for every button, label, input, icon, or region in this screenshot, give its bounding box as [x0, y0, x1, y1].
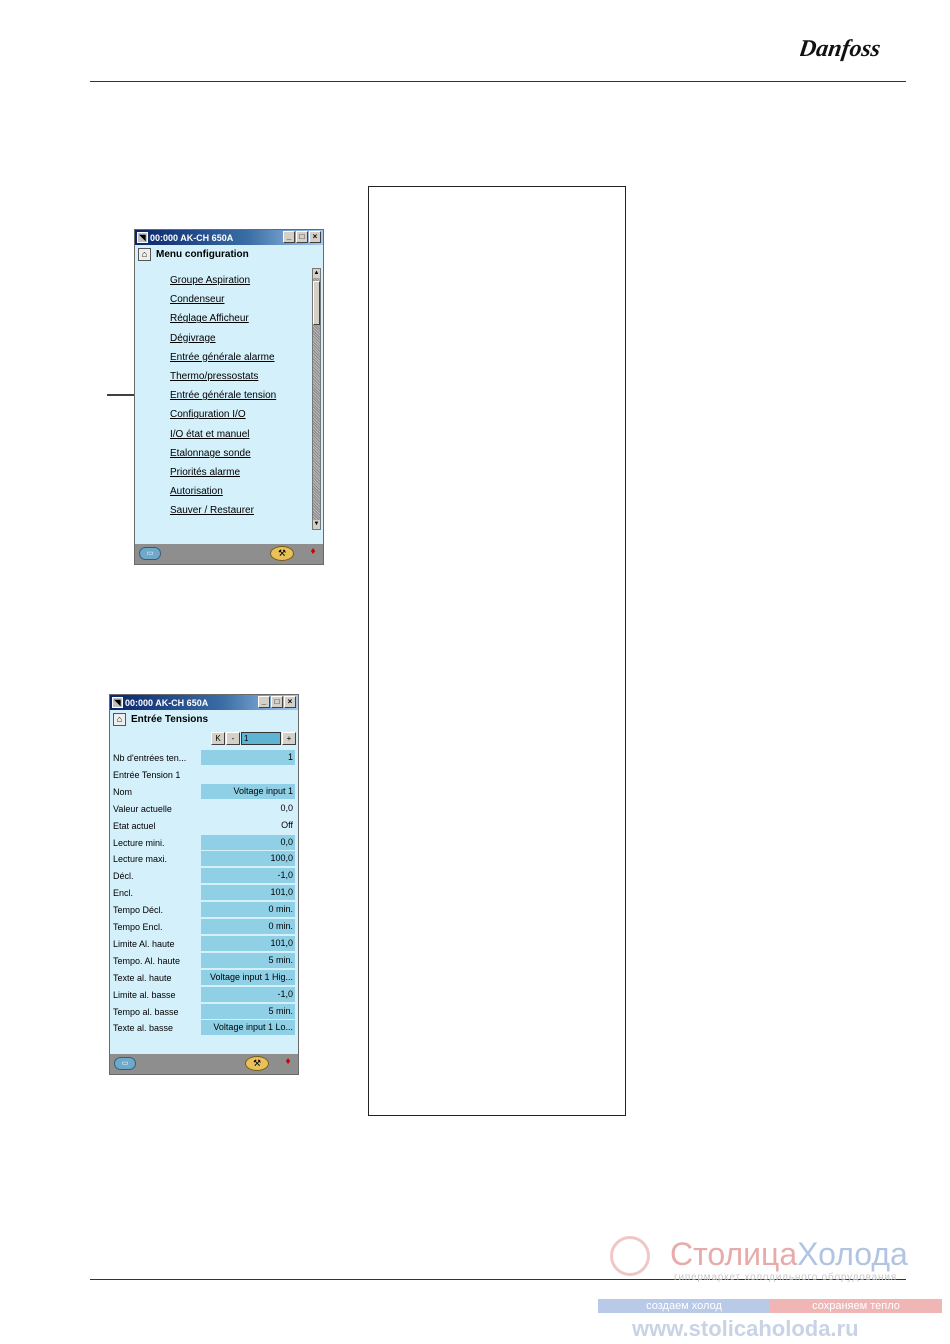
parameter-row	[110, 835, 296, 851]
app-icon: ◥	[112, 697, 123, 708]
parameter-row	[110, 1020, 296, 1036]
parameter-label: Encl.	[113, 888, 134, 899]
scroll-thumb[interactable]	[313, 281, 320, 325]
status-bar	[110, 1054, 298, 1074]
parameter-row	[110, 851, 296, 867]
parameter-row	[110, 919, 296, 935]
menu-item-autorisation[interactable]: Autorisation	[170, 486, 223, 498]
connection-icon[interactable]: ▭	[139, 547, 161, 560]
menu-list	[170, 271, 276, 520]
parameter-value[interactable]: Voltage input 1	[201, 784, 295, 799]
watermark-band	[598, 1299, 942, 1313]
menu-item-priorites-alarme[interactable]: Priorités alarme	[170, 466, 241, 478]
close-button[interactable]: ×	[309, 231, 321, 243]
parameter-label: Tempo Décl.	[113, 905, 164, 916]
parameter-label: Valeur actuelle	[113, 803, 172, 814]
parameter-row	[110, 750, 296, 766]
parameter-label: Lecture mini.	[113, 837, 165, 848]
page-header	[110, 710, 298, 728]
home-icon[interactable]: ⌂	[113, 713, 126, 726]
parameter-value: 0,0	[280, 802, 293, 813]
side-panel-frame	[368, 186, 626, 1116]
maximize-button[interactable]: □	[271, 696, 283, 708]
parameter-label: Etat actuel	[113, 820, 156, 831]
parameter-value: Off	[281, 819, 293, 830]
alarm-bell-icon[interactable]: ♦	[285, 1056, 291, 1067]
menu-title: Menu configuration	[156, 248, 249, 260]
parameter-value[interactable]: 101,0	[201, 885, 295, 900]
menu-item-thermo-pressostats[interactable]: Thermo/pressostats	[170, 370, 259, 382]
nav-next-button[interactable]: +	[282, 732, 296, 745]
parameter-label: Texte al. haute	[113, 972, 172, 983]
parameter-label: Décl.	[113, 871, 134, 882]
minimize-button[interactable]: _	[258, 696, 270, 708]
wrench-icon[interactable]: ⚒	[245, 1056, 269, 1071]
watermark-url: www.stolicaholoda.ru	[632, 1316, 859, 1341]
parameter-row	[110, 767, 296, 783]
header-rule	[90, 81, 906, 82]
menu-item-entree-generale-alarme[interactable]: Entrée générale alarme	[170, 351, 275, 363]
connection-icon[interactable]: ▭	[114, 1057, 136, 1070]
parameter-row	[110, 902, 296, 918]
window-title: 00:000 AK-CH 650A	[150, 232, 234, 243]
entree-tensions-window	[109, 694, 299, 1075]
parameter-row	[110, 987, 296, 1003]
parameter-row	[110, 801, 296, 817]
record-navigator	[211, 732, 296, 745]
window-titlebar	[135, 230, 323, 245]
status-bar	[135, 544, 323, 564]
menu-header	[135, 245, 323, 263]
wrench-icon[interactable]: ⚒	[270, 546, 294, 561]
parameter-value[interactable]: Voltage input 1 Hig...	[201, 970, 295, 985]
globe-icon	[610, 1236, 650, 1276]
nav-index-field[interactable]: 1	[241, 732, 281, 745]
menu-item-groupe-aspiration[interactable]: Groupe Aspiration	[170, 275, 251, 286]
parameter-value[interactable]: 5 min.	[201, 1004, 295, 1019]
page-title: Entrée Tensions	[131, 713, 209, 725]
menu-item-configuration-io[interactable]: Configuration I/O	[170, 409, 246, 421]
parameter-label: Tempo al. basse	[113, 1006, 179, 1017]
watermark-subtitle: гипермаркет холодильного оборудования	[674, 1272, 897, 1283]
menu-configuration-window	[134, 229, 324, 565]
band-left-text: создаем холод	[598, 1299, 770, 1313]
window-title: 00:000 AK-CH 650A	[125, 697, 209, 708]
parameter-label: Entrée Tension 1	[113, 769, 181, 780]
maximize-button[interactable]: □	[296, 231, 308, 243]
parameter-label: Nom	[113, 786, 133, 797]
scroll-down-button[interactable]: ▼	[313, 521, 320, 527]
parameter-row	[110, 936, 296, 952]
parameter-label: Tempo. Al. haute	[113, 955, 181, 966]
menu-item-reglage-afficheur[interactable]: Réglage Afficheur	[170, 313, 249, 325]
parameter-value[interactable]: 5 min.	[201, 953, 295, 968]
nav-first-button[interactable]: K	[211, 732, 225, 745]
menu-item-etalonnage-sonde[interactable]: Etalonnage sonde	[170, 447, 251, 459]
parameter-row	[110, 885, 296, 901]
parameter-label: Nb d'entrées ten...	[113, 753, 187, 763]
parameter-row	[110, 818, 296, 834]
parameter-row	[110, 868, 296, 884]
parameter-value[interactable]: 0 min.	[201, 902, 295, 917]
menu-item-degivrage[interactable]: Dégivrage	[170, 332, 216, 344]
minimize-button[interactable]: _	[283, 231, 295, 243]
parameter-value[interactable]: 0 min.	[201, 919, 295, 934]
alarm-bell-icon[interactable]: ♦	[310, 546, 316, 557]
band-right-text: сохраняем тепло	[770, 1299, 942, 1313]
svg-text:Danfoss: Danfoss	[800, 36, 883, 62]
parameter-row	[110, 953, 296, 969]
parameter-value[interactable]: 0,0	[201, 835, 295, 850]
menu-item-io-etat-manuel[interactable]: I/O état et manuel	[170, 428, 250, 440]
parameter-value[interactable]: -1,0	[201, 868, 295, 883]
window-titlebar	[110, 695, 298, 710]
home-icon[interactable]: ⌂	[138, 248, 151, 261]
scroll-up-button[interactable]: ▲	[313, 270, 320, 276]
parameter-list	[110, 750, 300, 1040]
parameter-row	[110, 1004, 296, 1020]
parameter-label: Tempo Encl.	[113, 922, 163, 932]
parameter-value[interactable]: Voltage input 1 Lo...	[201, 1020, 295, 1035]
parameter-row	[110, 970, 296, 986]
nav-prev-button[interactable]: -	[226, 732, 240, 745]
danfoss-logo	[800, 28, 900, 68]
stolica-holoda-watermark	[596, 1232, 946, 1344]
parameter-label: Texte al. basse	[113, 1023, 174, 1034]
parameter-label: Lecture maxi.	[113, 854, 168, 865]
vertical-scrollbar[interactable]	[312, 268, 321, 530]
parameter-label: Limite al. basse	[113, 989, 176, 1000]
parameter-value[interactable]: 1	[201, 750, 295, 765]
app-icon: ◥	[137, 232, 148, 243]
parameter-label: Limite Al. haute	[113, 938, 175, 949]
menu-item-entree-generale-tension[interactable]: Entrée générale tension	[170, 390, 277, 402]
menu-item-sauver-restaurer[interactable]: Sauver / Restaurer	[170, 505, 254, 517]
parameter-value[interactable]: 101,0	[201, 936, 295, 951]
parameter-row	[110, 784, 296, 800]
parameter-value	[201, 767, 295, 782]
watermark-title: СтолицаХолода	[670, 1236, 908, 1272]
parameter-value[interactable]: 100,0	[201, 851, 295, 866]
menu-item-condenseur[interactable]: Condenseur	[170, 294, 225, 306]
parameter-value[interactable]: -1,0	[201, 987, 295, 1002]
close-button[interactable]: ×	[284, 696, 296, 708]
